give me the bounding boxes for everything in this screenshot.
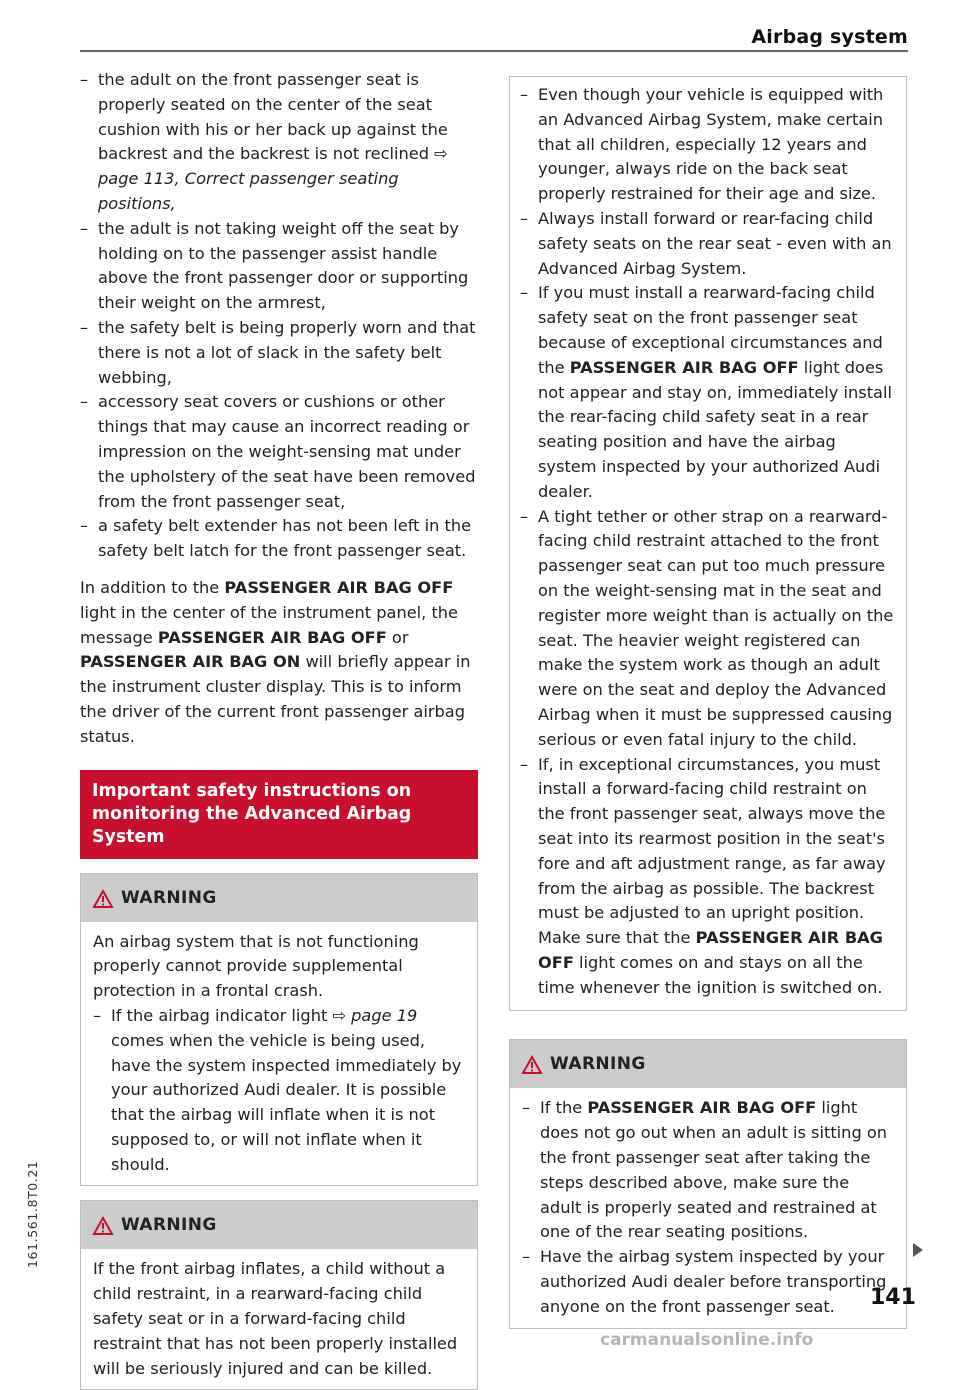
list-item: – Even though your vehicle is equipped with an Advanced Airbag System, make certain that all children, especially 12 years and younger, always ride on the back seat properly restrained for their age and size.: [520, 83, 896, 207]
list-item: – If you must install a rearward-facing child safety seat on the front passenger seat because of exceptional circumstances and the PASSENGER AIR BAG OFF light does not appear and stay on, immediately install the rear-facing child safety seat in a rear seating position and have the airbag system inspected by your authorized Audi dealer.: [520, 281, 896, 504]
list-item: – the adult on the front passenger seat is properly seated on the center of the seat cushion with his or her back up against the backrest and the backrest is not reclined ⇨ page 113, Correct passenger seating positions,: [80, 68, 478, 217]
warning-triangle-icon: [93, 890, 113, 908]
list-item: – Have the airbag system inspected by your authorized Audi dealer before transporting anyone on the front passenger seat.: [522, 1245, 894, 1319]
page-reference[interactable]: ⇨ page 113, Correct passenger seating positions,: [98, 144, 448, 213]
left-column: [80, 68, 478, 1390]
warning-triangle-icon: [522, 1056, 542, 1074]
continued-arrow-icon: [913, 1243, 923, 1257]
section-title: Important safety instructions on monitoring the Advanced Airbag System: [80, 770, 478, 859]
warning-box: [80, 1200, 478, 1390]
warning-box: [80, 873, 478, 1187]
warning-header: WARNING: [510, 1040, 906, 1088]
page-number: 141: [870, 1285, 916, 1310]
warning-text: If the front airbag inflates, a child without a child restraint, in a rearward-facing child safety seat or in a forward-facing child restraint that has not been properly installed will be seriously injured and can be killed.: [93, 1259, 458, 1378]
list-item: – If, in exceptional circumstances, you must install a forward-facing child restraint on the front passenger seat, always move the seat into its rearmost position in the seat's fore and aft adjustment range, as far away from the airbag as possible. The backrest must be adjusted to an upright position. Make sure that the PASSENGER AIR BAG OFF light comes on and stays on all the time whenever the ignition is switched on.: [520, 753, 896, 1001]
page-reference[interactable]: ⇨ page 19: [332, 1005, 418, 1025]
list-item: – Always install forward or rear-facing child safety seats on the rear seat - even with an Advanced Airbag System.: [520, 207, 896, 281]
list-item: – the safety belt is being properly worn and that there is not a lot of slack in the safety belt webbing,: [80, 316, 478, 390]
document-code: 161.561.8T0.21: [25, 1160, 40, 1268]
list-item: – If the PASSENGER AIR BAG OFF light does not go out when an adult is sitting on the front passenger seat after taking the steps described above, make sure the adult is properly seated and restrained at one of the rear seating positions.: [522, 1096, 894, 1245]
list-item: – a safety belt extender has not been left in the safety belt latch for the front passenger seat.: [80, 514, 478, 564]
list-item: – accessory seat covers or cushions or other things that may cause an incorrect reading or impression on the weight-sensing mat under the upholstery of the seat have been removed from the front passenger seat,: [80, 390, 478, 514]
warning-box: [509, 1039, 907, 1328]
list-item: – A tight tether or other strap on a rearward-facing child restraint attached to the front passenger seat can put too much pressure on the weight-sensing mat in the seat and register more weight than is actually on the seat. The heavier weight registered can make the system work as though an adult were on the seat and deploy the Advanced Airbag when it must be suppressed causing serious or even fatal injury to the child.: [520, 505, 896, 753]
page-header-title: Airbag system: [751, 26, 908, 48]
warning-continuation-box: [509, 76, 907, 1011]
warning-text: An airbag system that is not functioning properly cannot provide supplemental protection in a frontal crash.: [93, 931, 419, 1001]
warning-header: WARNING: [81, 1201, 477, 1249]
warning-triangle-icon: [93, 1217, 113, 1235]
right-column: [509, 76, 907, 1329]
list-item: – the adult is not taking weight off the seat by holding on to the passenger assist handle above the front passenger door or supporting their weight on the armrest,: [80, 217, 478, 316]
list-item: – If the airbag indicator light ⇨ page 19 comes when the vehicle is being used, have the system inspected immediately by your authorized Audi dealer. It is possible that the airbag will inflate when it is not supposed to, or will not inflate when it should.: [93, 1004, 465, 1178]
header-rule: [80, 50, 908, 52]
warning-header: WARNING: [81, 874, 477, 922]
watermark: carmanualsonline.info: [600, 1330, 814, 1350]
status-paragraph: In addition to the PASSENGER AIR BAG OFF light in the center of the instrument panel, the message PASSENGER AIR BAG OFF or PASSENGER AIR BAG ON will briefly appear in the instrument cluster display. This is to inform the driver of the current front passenger airbag status.: [80, 577, 471, 746]
